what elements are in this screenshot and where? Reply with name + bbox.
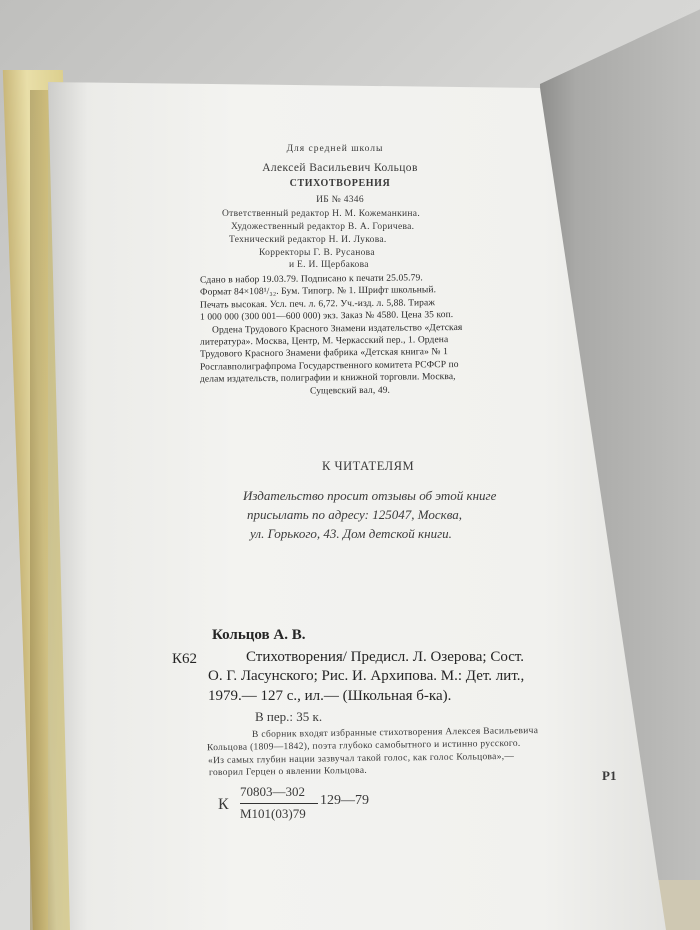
biblio-author: Кольцов А. В.	[212, 627, 306, 643]
biblio-price: В пер.: 35 к.	[255, 709, 323, 724]
to-readers-line: ул. Горького, 43. Дом детской книги.	[250, 526, 452, 541]
biblio-code: К62	[172, 651, 198, 667]
imprint-line: делам издательств, полиграфии и книжной торговли. Москва,	[200, 372, 456, 385]
to-readers-heading: К ЧИТАТЕЛЯМ	[322, 459, 415, 473]
index-suffix: 129—79	[320, 793, 369, 808]
annotation-line: Кольцова (1809—1842), поэта глубоко самобытного и истинно русского.	[206, 738, 521, 754]
credit-tech-editor: Технический редактор Н. И. Лукова.	[229, 235, 387, 245]
to-readers-line: присылать по адресу: 125047, Москва,	[247, 507, 463, 522]
author-name: Алексей Васильевич Кольцов	[262, 162, 418, 174]
imprint-line: Сдано в набор 19.03.79. Подписано к печати 25.05.79.	[200, 273, 423, 286]
index-letter: К	[218, 796, 229, 813]
credit-proofreaders: Корректоры Г. В. Русанова	[259, 248, 375, 258]
annotation-line: В сборник входят избранные стихотворения Алексея Васильевича	[251, 726, 539, 740]
imprint-line: 1 000 000 (300 001—600 000) экз. Заказ № 4580. Цена 35 коп.	[200, 310, 454, 323]
classification-code: Р1	[602, 768, 617, 783]
gutter-shadow	[48, 82, 88, 930]
imprint-line: Росглавполиграфпрома Государственного комитета РСФСР по	[200, 359, 459, 373]
credit-proofreaders-2: и Е. И. Щербакова	[289, 260, 369, 270]
annotation-line: говорил Герцен о явлении Кольцова.	[208, 765, 368, 779]
imprint-line: Сущевский вал, 49.	[310, 385, 391, 397]
imprint-line: Ордена Трудового Красного Знамени издательство «Детская	[212, 322, 463, 336]
credit-editor: Ответственный редактор Н. М. Кожеманкина.	[222, 209, 420, 219]
imprint-block	[200, 271, 520, 398]
biblio-line: Стихотворения/ Предисл. Л. Озерова; Сост.	[246, 649, 525, 665]
index-numerator: 70803—302	[240, 784, 305, 799]
series-label: Для средней школы	[286, 144, 384, 154]
biblio-line: О. Г. Ласунского; Рис. И. Архипова. М.: Дет. лит.,	[208, 668, 525, 684]
to-readers-line: Издательство просит отзывы об этой книге	[243, 488, 497, 503]
imprint-line: Формат 84×108¹/₃₂. Бум. Типогр. № 1. Шрифт школьный.	[200, 285, 437, 299]
book-spine-shadow	[30, 90, 48, 930]
imprint-line: Трудового Красного Знамени фабрика «Детская книга» № 1	[200, 347, 448, 361]
ib-number: ИБ № 4346	[316, 195, 364, 205]
imprint-line: литература». Москва, Центр, М. Черкасский пер., 1. Ордена	[200, 335, 449, 348]
credit-art-editor: Художественный редактор В. А. Горичева.	[231, 222, 415, 232]
biblio-line: 1979.— 127 с., ил.— (Школьная б-ка).	[208, 688, 452, 704]
index-fraction-bar	[240, 803, 318, 804]
book-title: СТИХОТВОРЕНИЯ	[289, 178, 391, 189]
imprint-line: Печать высокая. Усл. печ. л. 6,72. Уч.-изд. л. 5,88. Тираж	[200, 298, 435, 311]
annotation-line: «Из самых глубин нации зазвучал такой голос, как голос Кольцова»,—	[207, 751, 515, 767]
index-denominator: М101(03)79	[240, 806, 306, 821]
